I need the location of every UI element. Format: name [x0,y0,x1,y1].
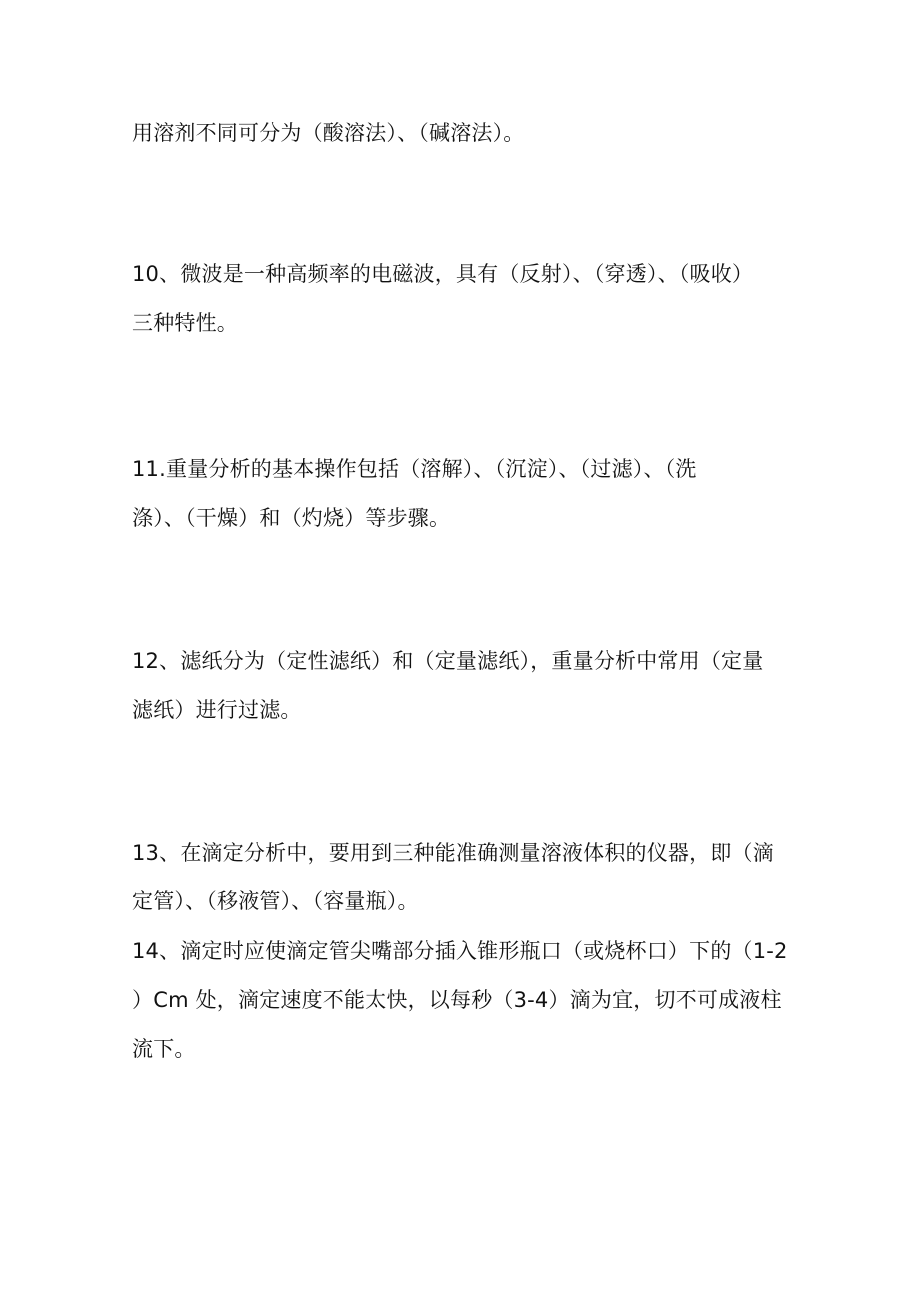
text-line-q10-a: 10、微波是一种高频率的电磁波，具有（反射）、（穿透）、（吸收） [132,262,754,286]
text-line-q10-b: 三种特性。 [132,311,238,335]
text-line-q14-a: 14、滴定时应使滴定管尖嘴部分插入锥形瓶口（或烧杯口）下的（1-2 [132,939,788,963]
text-line-q11-b: 涤）、（干燥）和（灼烧）等步骤。 [132,506,451,530]
text-line-q13-a: 13、在滴定分析中，要用到三种能准确测量溶液体积的仪器，即（滴 [132,841,774,865]
text-line-q12-b: 滤纸）进行过滤。 [132,698,302,722]
text-line-q13-b: 定管）、（移液管）、（容量瓶）。 [132,889,419,913]
text-line-1: 用溶剂不同可分为（酸溶法）、（碱溶法）。 [132,121,525,145]
text-line-q12-a: 12、滤纸分为（定性滤纸）和（定量滤纸），重量分析中常用（定量 [132,649,764,673]
text-line-q11-a: 11.重量分析的基本操作包括（溶解）、（沉淀）、（过滤）、（洗 [132,457,697,481]
text-line-q14-c: 流下。 [132,1037,196,1061]
text-line-q14-b: ）Cm 处，滴定速度不能太快，以每秒（3-4）滴为宜，切不可成液柱 [132,988,782,1012]
